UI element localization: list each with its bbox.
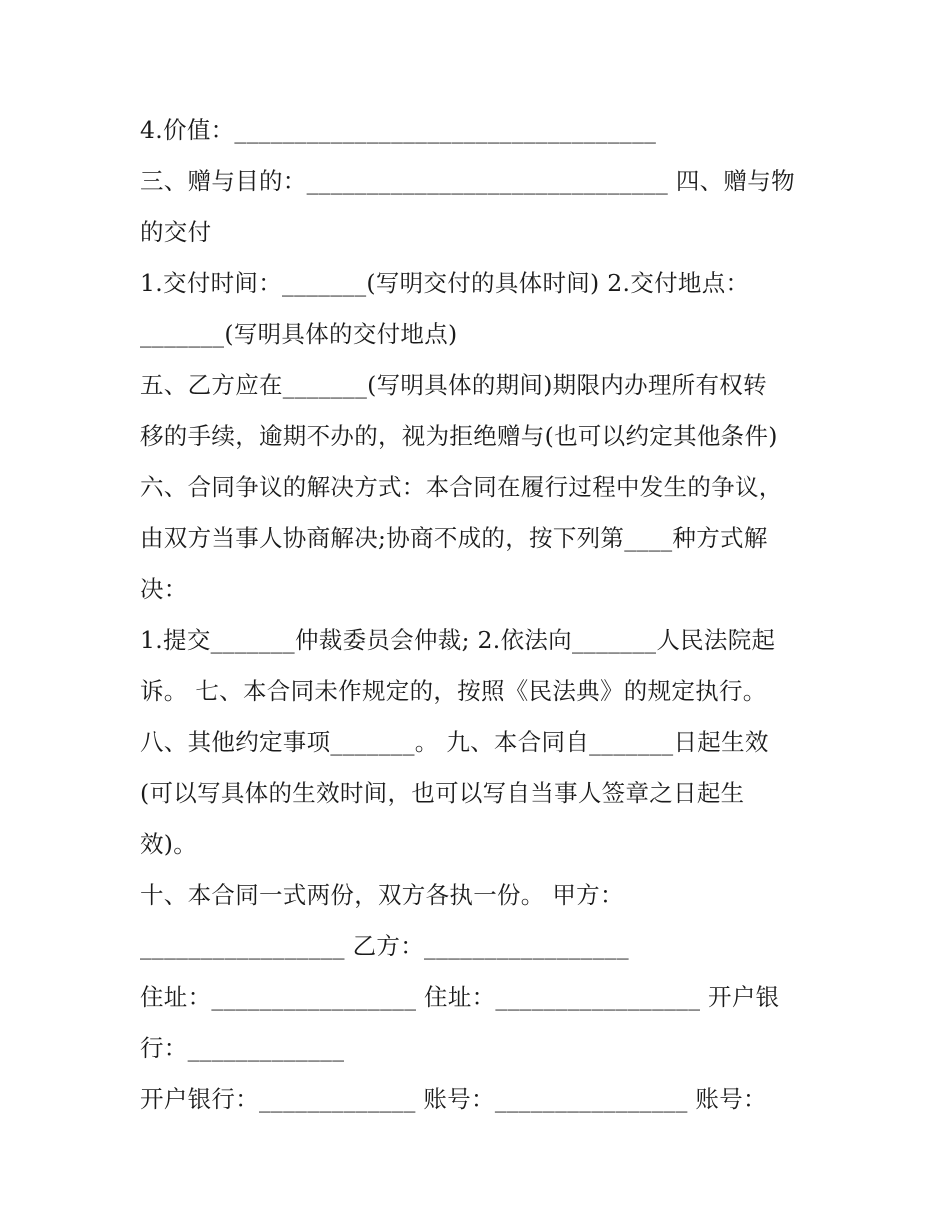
document-page: [140, 105, 810, 1125]
civil-code-line: 诉。 七、本合同未作规定的，按照《民法典》的规定执行。: [140, 677, 767, 705]
account-line: 开户银行：_____________ 账号：________________ 账号：: [140, 1085, 767, 1113]
party-signature-line: _________________ 乙方：_________________: [140, 932, 629, 960]
delivery-place-line: _______(写明具体的交付地点): [140, 320, 458, 348]
other-terms-line: 八、其他约定事项_______。 九、本合同自_______日起生效: [140, 728, 769, 756]
value-field-line: 4.价值：___________________________________: [140, 116, 657, 144]
ownership-transfer-line: 五、乙方应在_______(写明具体的期间)期限内办理所有权转: [140, 371, 767, 399]
dispute-resolution-line-3: 决：: [140, 575, 188, 603]
delivery-heading-line: 的交付: [140, 218, 212, 246]
delivery-time-line: 1.交付时间：_______(写明交付的具体时间) 2.交付地点：: [140, 269, 750, 297]
ownership-transfer-line-2: 移的手续，逾期不办的，视为拒绝赠与(也可以约定其他条件): [140, 422, 778, 450]
dispute-resolution-line-2: 由双方当事人协商解决;协商不成的，按下列第____种方式解: [140, 524, 768, 552]
bank-line: 行：_____________: [140, 1034, 345, 1062]
copies-line: 十、本合同一式两份，双方各执一份。 甲方：: [140, 881, 624, 909]
effective-time-line: (可以写具体的生效时间，也可以写自当事人签章之日起生: [140, 779, 745, 807]
address-line: 住址：_________________ 住址：_________________ 开户银: [140, 983, 780, 1011]
effective-time-line-2: 效)。: [140, 830, 198, 858]
gift-purpose-line: 三、赠与目的：______________________________ 四、赠与物: [140, 167, 795, 195]
dispute-resolution-line: 六、合同争议的解决方式：本合同在履行过程中发生的争议，: [140, 473, 783, 501]
arbitration-line: 1.提交_______仲裁委员会仲裁; 2.依法向_______人民法院起: [140, 626, 776, 654]
